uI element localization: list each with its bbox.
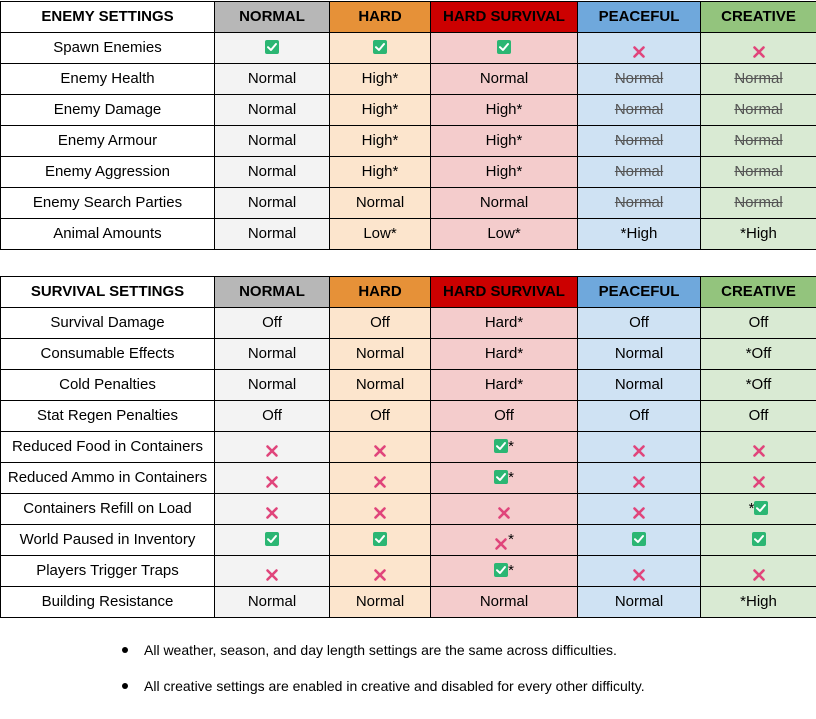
cell-value: Normal — [247, 101, 297, 118]
cell-value: Hard* — [484, 345, 524, 362]
cell-peaceful — [578, 308, 701, 339]
col-header-hard-survival: HARD SURVIVAL — [431, 2, 578, 33]
cell-normal — [215, 494, 330, 525]
cell-normal — [215, 219, 330, 250]
cell-hard-survival — [431, 494, 578, 525]
cell-value: Normal — [247, 225, 297, 242]
cell-value: Hard* — [484, 376, 524, 393]
row-label: Animal Amounts — [1, 219, 215, 250]
cell-value: Normal — [247, 345, 297, 362]
cell-value: Normal — [479, 593, 529, 610]
col-header-hard: HARD — [330, 2, 431, 33]
cell-value: *High — [740, 593, 777, 610]
table-row — [1, 219, 816, 250]
enemy-header-row — [1, 2, 816, 33]
cell-value: Normal — [355, 345, 405, 362]
col-header-creative: CREATIVE — [701, 2, 816, 33]
cell-hard-survival — [431, 432, 578, 463]
asterisk-mark: * — [508, 531, 514, 548]
cell-hard — [330, 494, 431, 525]
col-header-peaceful: PEACEFUL — [578, 2, 701, 33]
cell-normal — [215, 308, 330, 339]
cell-peaceful — [578, 370, 701, 401]
note-item — [122, 676, 802, 712]
cell-peaceful — [578, 95, 701, 126]
cell-value: High* — [361, 70, 399, 87]
cell-peaceful — [578, 525, 701, 556]
row-label: Survival Damage — [1, 308, 215, 339]
cell-hard-survival — [431, 188, 578, 219]
row-label: Reduced Ammo in Containers — [1, 463, 215, 494]
cell-hard — [330, 432, 431, 463]
cell-value: Normal — [247, 593, 297, 610]
cell-value: Normal — [479, 194, 529, 211]
note-text: All weather, season, and day length settings are the same across difficulties. — [144, 642, 617, 658]
cell-normal — [215, 556, 330, 587]
row-label: Containers Refill on Load — [1, 494, 215, 525]
cell-value: Normal — [355, 593, 405, 610]
cell-creative — [701, 587, 816, 618]
cell-value: Normal — [614, 132, 664, 149]
cell-value: *Off — [745, 376, 772, 393]
cross-icon — [632, 563, 646, 577]
cell-value: Normal — [247, 194, 297, 211]
col-header-peaceful: PEACEFUL — [578, 277, 701, 308]
cell-value: High* — [485, 101, 523, 118]
col-header-creative: CREATIVE — [701, 277, 816, 308]
asterisk-mark: * — [508, 469, 514, 486]
table-row — [1, 370, 816, 401]
cell-normal — [215, 463, 330, 494]
table-row — [1, 126, 816, 157]
row-label: Reduced Food in Containers — [1, 432, 215, 463]
cell-normal — [215, 587, 330, 618]
cross-icon — [265, 439, 279, 453]
cross-icon — [265, 563, 279, 577]
table-row — [1, 463, 816, 494]
row-label: Consumable Effects — [1, 339, 215, 370]
cell-normal — [215, 370, 330, 401]
checkmark-icon — [373, 40, 387, 54]
cell-creative — [701, 339, 816, 370]
cell-creative — [701, 64, 816, 95]
cell-hard-survival — [431, 33, 578, 64]
row-label: Spawn Enemies — [1, 33, 215, 64]
cell-value: Normal — [614, 593, 664, 610]
cell-peaceful — [578, 33, 701, 64]
cell-value: Off — [748, 407, 769, 424]
bullet-icon — [122, 647, 128, 653]
cell-value: Off — [748, 314, 769, 331]
cell-value: Off — [629, 407, 649, 424]
cross-icon — [752, 439, 766, 453]
cell-hard-survival — [431, 126, 578, 157]
cell-value: Normal — [247, 70, 297, 87]
cell-value: Off — [370, 314, 390, 331]
cell-normal — [215, 33, 330, 64]
cell-hard-survival — [431, 308, 578, 339]
cell-hard — [330, 556, 431, 587]
checkmark-icon — [265, 40, 279, 54]
cell-normal — [215, 64, 330, 95]
cell-peaceful — [578, 556, 701, 587]
cell-value: High* — [485, 132, 523, 149]
table-row — [1, 494, 816, 525]
cell-value: Normal — [734, 132, 783, 149]
table-row — [1, 339, 816, 370]
cell-creative — [701, 556, 816, 587]
cell-hard-survival — [431, 401, 578, 432]
cell-value: Low* — [487, 225, 521, 242]
table-row — [1, 33, 816, 64]
cell-normal — [215, 339, 330, 370]
cross-icon — [265, 470, 279, 484]
table-row — [1, 95, 816, 126]
cell-creative — [701, 188, 816, 219]
row-label: Enemy Search Parties — [1, 188, 215, 219]
cell-hard-survival — [431, 64, 578, 95]
cell-creative — [701, 401, 816, 432]
cross-icon — [752, 563, 766, 577]
table-row — [1, 308, 816, 339]
cell-hard — [330, 188, 431, 219]
row-label: Enemy Aggression — [1, 157, 215, 188]
cross-icon — [632, 470, 646, 484]
cell-value: High* — [485, 163, 523, 180]
cell-value: Normal — [247, 376, 297, 393]
cell-value: Normal — [734, 163, 783, 180]
cell-value: *High — [620, 225, 658, 242]
cell-creative — [701, 308, 816, 339]
cell-normal — [215, 188, 330, 219]
cell-value: Normal — [479, 70, 529, 87]
enemy-settings-header: ENEMY SETTINGS — [1, 2, 215, 33]
cell-hard — [330, 157, 431, 188]
cross-icon — [373, 439, 387, 453]
cell-value: Off — [262, 407, 282, 424]
cell-creative — [701, 370, 816, 401]
row-label: Cold Penalties — [1, 370, 215, 401]
cell-value: *High — [740, 225, 777, 242]
cell-peaceful — [578, 157, 701, 188]
cross-icon — [752, 40, 766, 54]
cell-peaceful — [578, 401, 701, 432]
cell-peaceful — [578, 219, 701, 250]
col-header-hard: HARD — [330, 277, 431, 308]
asterisk-mark: * — [508, 562, 514, 579]
cell-value: Normal — [355, 376, 405, 393]
cell-hard — [330, 64, 431, 95]
cell-hard — [330, 525, 431, 556]
cross-icon — [632, 501, 646, 515]
checkmark-icon — [494, 439, 508, 453]
cell-peaceful — [578, 188, 701, 219]
row-label: World Paused in Inventory — [1, 525, 215, 556]
cell-hard — [330, 308, 431, 339]
cell-value: Off — [629, 314, 649, 331]
cell-value: High* — [361, 132, 399, 149]
row-label: Building Resistance — [1, 587, 215, 618]
asterisk-mark: * — [748, 500, 755, 517]
cell-creative — [701, 219, 816, 250]
table-row — [1, 432, 816, 463]
cell-value: Normal — [355, 194, 405, 211]
cell-creative — [701, 525, 816, 556]
cell-hard — [330, 339, 431, 370]
cell-value: Hard* — [484, 314, 524, 331]
row-label: Stat Regen Penalties — [1, 401, 215, 432]
cross-icon — [752, 470, 766, 484]
cell-hard-survival — [431, 463, 578, 494]
cross-icon — [373, 563, 387, 577]
table-row — [1, 556, 816, 587]
cell-peaceful — [578, 494, 701, 525]
cell-value: Low* — [363, 225, 397, 242]
cell-hard — [330, 219, 431, 250]
cell-normal — [215, 525, 330, 556]
col-header-hard-survival: HARD SURVIVAL — [431, 277, 578, 308]
cell-creative — [701, 463, 816, 494]
table-row — [1, 157, 816, 188]
cell-normal — [215, 401, 330, 432]
cell-normal — [215, 157, 330, 188]
cell-hard-survival — [431, 157, 578, 188]
cell-hard — [330, 33, 431, 64]
bullet-icon — [122, 683, 128, 689]
note-text: All creative settings are enabled in creative and disabled for every other difficulty. — [144, 678, 645, 694]
cross-icon — [632, 40, 646, 54]
survival-header-row — [1, 277, 816, 308]
cell-value: Normal — [247, 132, 297, 149]
cross-icon — [632, 439, 646, 453]
cell-peaceful — [578, 587, 701, 618]
cell-peaceful — [578, 126, 701, 157]
cross-icon — [494, 532, 508, 546]
cell-peaceful — [578, 64, 701, 95]
cell-normal — [215, 432, 330, 463]
cell-creative — [701, 33, 816, 64]
checkmark-icon — [494, 563, 508, 577]
cell-value: *Off — [745, 345, 772, 362]
table-row — [1, 64, 816, 95]
row-label: Enemy Armour — [1, 126, 215, 157]
cell-value: Normal — [614, 70, 664, 87]
cell-creative — [701, 494, 816, 525]
note-item — [122, 640, 802, 676]
cross-icon — [265, 501, 279, 515]
survival-settings-header: SURVIVAL SETTINGS — [1, 277, 215, 308]
survival-settings-table — [0, 276, 816, 618]
enemy-settings-table — [0, 1, 816, 250]
checkmark-icon — [497, 40, 511, 54]
cell-hard-survival — [431, 587, 578, 618]
checkmark-icon — [752, 532, 766, 546]
cell-hard-survival — [431, 556, 578, 587]
cell-value: High* — [361, 101, 399, 118]
cell-creative — [701, 157, 816, 188]
cell-value: Normal — [614, 376, 664, 393]
cell-value: Normal — [614, 345, 664, 362]
cell-peaceful — [578, 432, 701, 463]
cell-hard — [330, 401, 431, 432]
row-label: Players Trigger Traps — [1, 556, 215, 587]
checkmark-icon — [632, 532, 646, 546]
cell-hard-survival — [431, 525, 578, 556]
cell-hard-survival — [431, 339, 578, 370]
checkmark-icon — [494, 470, 508, 484]
table-row — [1, 188, 816, 219]
asterisk-mark: * — [508, 438, 514, 455]
cross-icon — [373, 470, 387, 484]
cell-value: Normal — [734, 70, 783, 87]
checkmark-icon — [373, 532, 387, 546]
col-header-normal: NORMAL — [215, 2, 330, 33]
cell-hard — [330, 370, 431, 401]
cross-icon — [373, 501, 387, 515]
cell-value: Off — [262, 314, 282, 331]
cell-value: Normal — [247, 163, 297, 180]
checkmark-icon — [265, 532, 279, 546]
table-row — [1, 587, 816, 618]
table-row — [1, 525, 816, 556]
cell-hard-survival — [431, 95, 578, 126]
cell-creative — [701, 95, 816, 126]
cell-creative — [701, 432, 816, 463]
cell-creative — [701, 126, 816, 157]
cell-value: High* — [361, 163, 399, 180]
cell-value: Normal — [614, 163, 664, 180]
cell-value: Normal — [614, 194, 664, 211]
cell-hard — [330, 587, 431, 618]
cell-normal — [215, 95, 330, 126]
row-label: Enemy Health — [1, 64, 215, 95]
cell-peaceful — [578, 339, 701, 370]
table-row — [1, 401, 816, 432]
cell-value: Off — [494, 407, 514, 424]
cell-hard-survival — [431, 370, 578, 401]
cell-hard — [330, 126, 431, 157]
notes-list — [122, 640, 802, 712]
checkmark-icon — [754, 501, 768, 515]
row-label: Enemy Damage — [1, 95, 215, 126]
cell-hard-survival — [431, 219, 578, 250]
cell-value: Normal — [734, 194, 783, 211]
cross-icon — [497, 501, 511, 515]
cell-normal — [215, 126, 330, 157]
cell-peaceful — [578, 463, 701, 494]
col-header-normal: NORMAL — [215, 277, 330, 308]
cell-hard — [330, 463, 431, 494]
cell-value: Normal — [614, 101, 664, 118]
cell-hard — [330, 95, 431, 126]
cell-value: Normal — [734, 101, 783, 118]
cell-value: Off — [370, 407, 390, 424]
